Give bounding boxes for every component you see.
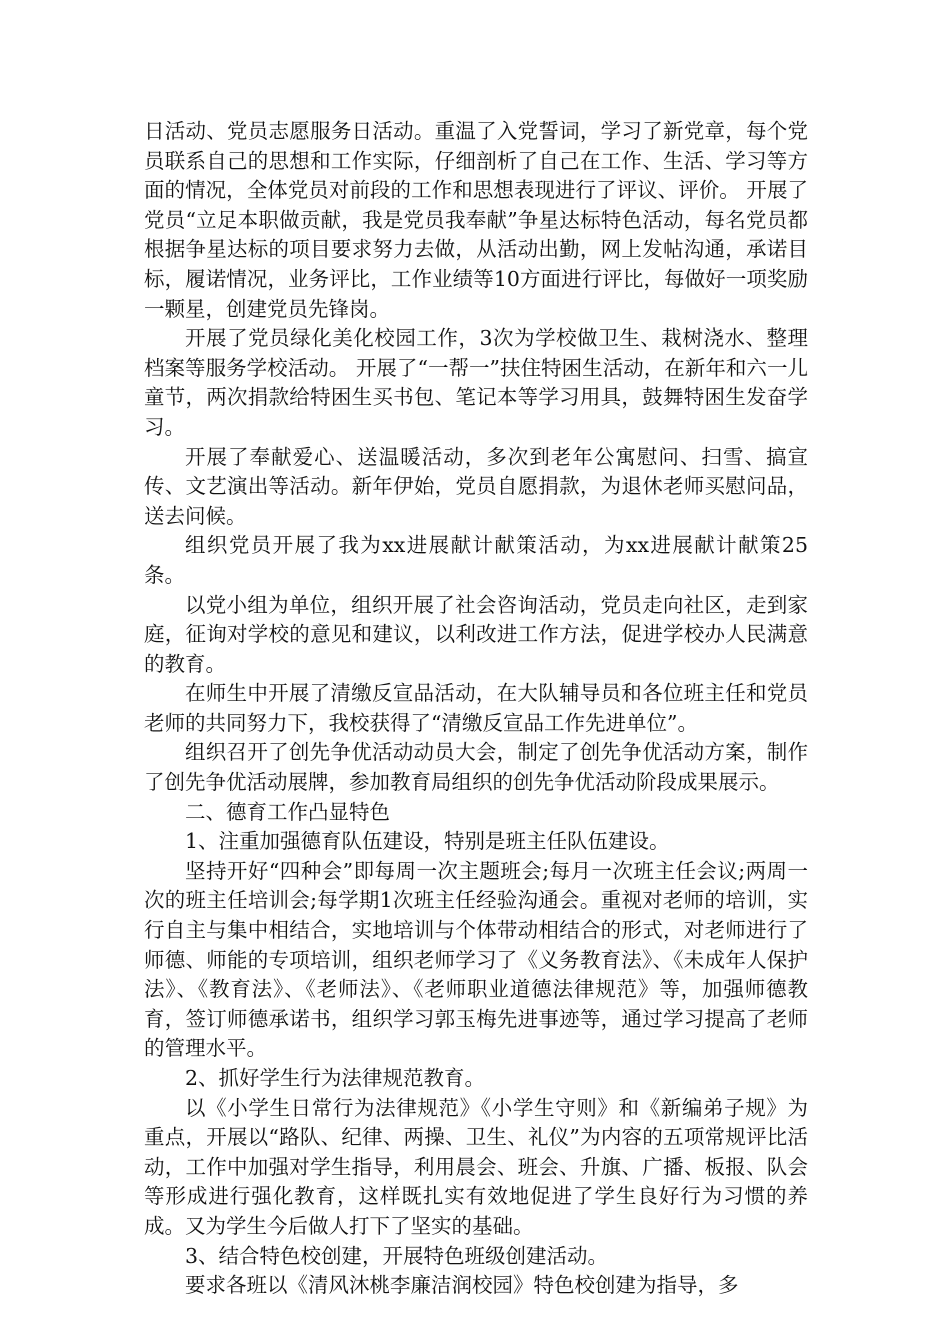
paragraph: 开展了党员绿化美化校园工作，3次为学校做卫生、栽树浇水、整理档案等服务学校活动。 开展了“一帮一”扶住特困生活动，在新年和六一儿童节，两次捐款给特困生买书包、笔记本等学习用具，鼓舞特困生发奋学习。 [144, 326, 808, 439]
subsection-heading: 1、注重加强德育队伍建设，特别是班主任队伍建设。 [185, 829, 670, 854]
paragraph: 以党小组为单位，组织开展了社会咨询活动，党员走向社区，走到家庭，征询对学校的意见和建议，以利改进工作方法，促进学校办人民满意的教育。 [144, 592, 808, 676]
subsection-heading: 3、结合特色校创建，开展特色班级创建活动。 [185, 1243, 609, 1268]
section-heading: 二、德育工作凸显特色 [185, 799, 390, 824]
paragraph: 日活动、党员志愿服务日活动。重温了入党誓词，学习了新党章，每个党员联系自己的思想和工作实际，仔细剖析了自己在工作、生活、学习等方面的情况，全体党员对前段的工作和思想表现进行了评议、评价。 开展了党员“立足本职做贡献，我是党员我奉献”争星达标特色活动，每名党员都根据争星达标的项目要求努力去做，从活动出勤，网上发帖沟通，承诺目标，履诺情况，业务评比，工作业绩等10方面进行评比，每做好一项奖励一颗星，创建党员先锋岗。 [144, 119, 808, 321]
paragraph: 组织党员开展了我为xx进展献计献策活动，为xx进展献计献策25条。 [144, 533, 808, 587]
paragraph: 在师生中开展了清缴反宣品活动，在大队辅导员和各位班主任和党员老师的共同努力下，我校获得了“清缴反宣品工作先进单位”。 [144, 681, 808, 735]
paragraph: 坚持开好“四种会”即每周一次主题班会;每月一次班主任会议;两周一次的班主任培训会;每学期1次班主任经验沟通会。重视对老师的培训，实行自主与集中相结合，实地培训与个体带动相结合的形式，对老师进行了师德、师能的专项培训，组织老师学习了《义务教育法》、《未成年人保护法》、《教育法》、《老师法》、《老师职业道德法律规范》等，加强师德教育，签订师德承诺书，组织学习郭玉梅先进事迹等，通过学习提高了老师的管理水平。 [144, 858, 808, 1061]
paragraph: 要求各班以《清风沐桃李廉洁润校园》特色校创建为指导，多 [185, 1273, 739, 1298]
paragraph: 组织召开了创先争优活动动员大会，制定了创先争优活动方案，制作了创先争优活动展牌，参加教育局组织的创先争优活动阶段成果展示。 [144, 740, 808, 795]
document-body [144, 117, 808, 1301]
paragraph: 开展了奉献爱心、送温暖活动，多次到老年公寓慰问、扫雪、搞宣传、文艺演出等活动。新年伊始，党员自愿捐款，为退休老师买慰问品，送去问候。 [144, 444, 808, 528]
subsection-heading: 2、抓好学生行为法律规范教育。 [185, 1066, 486, 1090]
paragraph: 以《小学生日常行为法律规范》《小学生守则》和《新编弟子规》为重点，开展以“路队、纪律、两操、卫生、礼仪”为内容的五项常规评比活动，工作中加强对学生指导，利用晨会、班会、升旗、广播、板报、队会等形成进行强化教育，这样既扎实有效地促进了学生良好行为习惯的养成。又为学生今后做人打下了坚实的基础。 [144, 1095, 808, 1238]
